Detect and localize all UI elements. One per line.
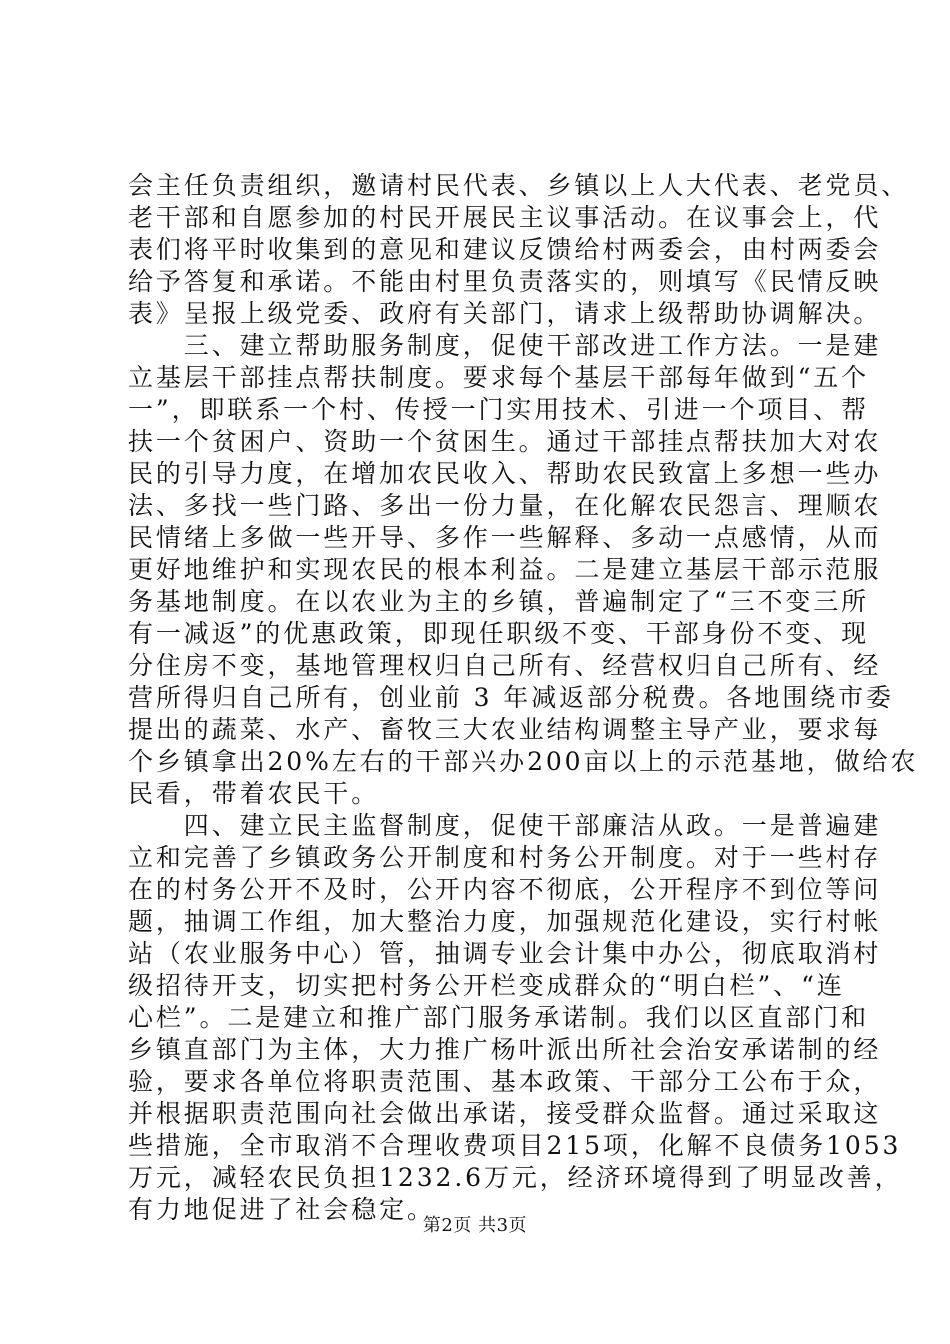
text-line: 营所得归自己所有，创业前 3 年减返部分税费。各地围绕市委 bbox=[128, 683, 894, 712]
text-line: 会主任负责组织，邀请村民代表、乡镇以上人大代表、老党员、 bbox=[128, 171, 910, 200]
page-footer: 第2页 共3页 bbox=[422, 1215, 528, 1236]
text-line: 四、建立民主监督制度，促使干部廉洁从政。一是普遍建 bbox=[128, 811, 882, 840]
text-line: 有力地促进了社会稳定。 bbox=[128, 1195, 435, 1224]
text-line: 立和完善了乡镇政务公开制度和村务公开制度。对于一些村存 bbox=[128, 843, 882, 872]
text-line: 些措施，全市取消不合理收费项目215项，化解不良债务1053 bbox=[128, 1131, 902, 1160]
text-line: 分住房不变，基地管理权归自己所有、经营权归自己所有、经 bbox=[128, 651, 882, 680]
text-line: 老干部和自愿参加的村民开展民主议事活动。在议事会上，代 bbox=[128, 203, 882, 232]
text-line: 并根据职责范围向社会做出承诺，接受群众监督。通过采取这 bbox=[128, 1099, 882, 1128]
text-line: 乡镇直部门为主体，大力推广杨叶派出所社会治安承诺制的经 bbox=[128, 1035, 882, 1064]
text-line: 万元，减轻农民负担1232.6万元，经济环境得到了明显改善， bbox=[128, 1163, 903, 1192]
text-line: 三、建立帮助服务制度，促使干部改进工作方法。一是建 bbox=[128, 331, 882, 360]
text-line: 法、多找一些门路、多出一份力量，在化解农民怨言、理顺农 bbox=[128, 491, 882, 520]
text-line: 更好地维护和实现农民的根本利益。二是建立基层干部示范服 bbox=[128, 555, 882, 584]
text-line: 表》呈报上级党委、政府有关部门，请求上级帮助协调解决。 bbox=[128, 299, 882, 328]
text-line: 立基层干部挂点帮扶制度。要求每个基层干部每年做到“五个 bbox=[128, 363, 870, 392]
text-line: 民的引导力度，在增加农民收入、帮助农民致富上多想一些办 bbox=[128, 459, 882, 488]
text-line: 验，要求各单位将职责范围、基本政策、干部分工公布于众， bbox=[128, 1067, 882, 1096]
text-line: 提出的蔬菜、水产、畜牧三大农业结构调整主导产业，要求每 bbox=[128, 715, 882, 744]
text-line: 扶一个贫困户、资助一个贫困生。通过干部挂点帮扶加大对农 bbox=[128, 427, 882, 456]
text-line: 级招待开支，切实把村务公开栏变成群众的“明白栏”、“连 bbox=[128, 971, 845, 1000]
text-line: 给予答复和承诺。不能由村里负责落实的，则填写《民情反映 bbox=[128, 267, 882, 296]
text-line: 务基地制度。在以农业为主的乡镇，普遍制定了“三不变三所 bbox=[128, 587, 870, 616]
text-line: 民情绪上多做一些开导、多作一些解释、多动一点感情，从而 bbox=[128, 523, 882, 552]
text-line: 在的村务公开不及时，公开内容不彻底，公开程序不到位等问 bbox=[128, 875, 882, 904]
text-line: 题，抽调工作组，加大整治力度，加强规范化建设，实行村帐 bbox=[128, 907, 882, 936]
text-line: 民看，带着农民干。 bbox=[128, 779, 380, 808]
text-line: 心栏”。二是建立和推广部门服务承诺制。我们以区直部门和 bbox=[128, 1003, 870, 1032]
text-line: 有一减返”的优惠政策，即现任职级不变、干部身份不变、现 bbox=[128, 619, 870, 648]
text-line: 站（农业服务中心）管，抽调专业会计集中办公，彻底取消村 bbox=[128, 939, 882, 968]
text-line: 个乡镇拿出20%左右的干部兴办200亩以上的示范基地，做给农 bbox=[128, 747, 919, 776]
text-line: 一”，即联系一个村、传授一门实用技术、引进一个项目、帮 bbox=[128, 395, 870, 424]
body-text bbox=[128, 170, 919, 1226]
text-line: 表们将平时收集到的意见和建议反馈给村两委会，由村两委会 bbox=[128, 235, 882, 264]
